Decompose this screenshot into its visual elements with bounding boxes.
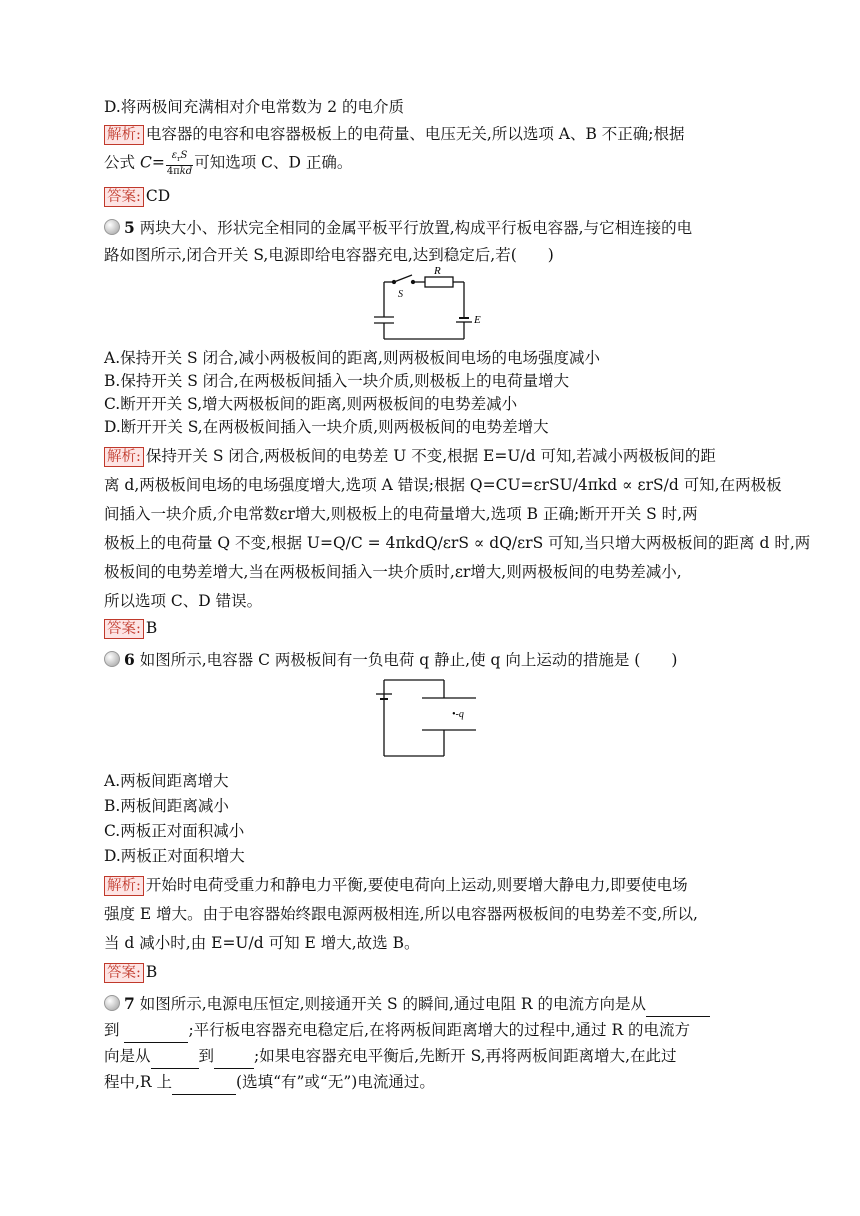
q4-option-d: D.将两极间充满相对介电常数为 2 的电介质 xyxy=(104,98,405,116)
q6-option-b: B.两板间距离减小 xyxy=(104,797,229,815)
q6-jiexi-line1: 解析: 开始时电荷受重力和静电力平衡,要使电荷向上运动,则要增大静电力,即要使电场 xyxy=(104,874,764,897)
formula-fraction: $\frac{\varepsilon_rS}{\text{4πkd}}$ xyxy=(166,150,193,177)
q6-option-d: D.两板正对面积增大 xyxy=(104,847,245,865)
q5-jiexi-line4: 极板上的电荷量 Q 不变,根据 U=Q/C = 4πkdQ/εrS ∝ dQ/εrS 可知,当只增大两极板间的距离 d 时,两 xyxy=(104,534,811,552)
q5-answer: 答案: B xyxy=(104,617,764,640)
q7-line1: 7 如图所示,电源电压恒定,则接通开关 S 的瞬间,通过电阻 R 的电流方向是从 xyxy=(104,992,764,1017)
q6-jiexi-line3: 当 d 减小时,由 E=U/d 可知 E 增大,故选 B。 xyxy=(104,934,420,952)
blank-3[interactable] xyxy=(151,1045,199,1069)
q6-circuit-diagram xyxy=(104,672,764,764)
q7-line2-to: 到 xyxy=(104,1021,120,1039)
q4-answer: 答案: CD xyxy=(104,185,764,208)
charge-label: •-q xyxy=(452,709,464,720)
blank-1[interactable] xyxy=(646,993,710,1017)
q6-option-a: A.两板间距离增大 xyxy=(104,772,229,790)
q5-option-d: D.断开开关 S,在两极板间插入一块介质,则两极板间的电势差增大 xyxy=(104,418,549,436)
answer-tag: 答案: xyxy=(104,619,144,639)
q7-line2: 到 ;平行板电容器充电稳定后,在将两板间距离增大的过程中,通过 R 的电流方 xyxy=(104,1019,764,1043)
q5-circuit-diagram xyxy=(104,267,764,347)
q4-jiexi-line2: 公式 C= $\frac{\varepsilon_rS}{\text{4πkd}}$ 可知选项 C、D 正确。 xyxy=(104,150,353,177)
q5-option-b: B.保持开关 S 闭合,在两极板间插入一块介质,则极板上的电荷量增大 xyxy=(104,372,570,390)
emf-label: E xyxy=(474,314,481,326)
blank-4[interactable] xyxy=(214,1045,254,1069)
q6-stem: 6 如图所示,电容器 C 两极板间有一负电荷 q 静止,使 q 向上运动的措施是 ( ) xyxy=(104,648,764,672)
q5-stem-line2: 路如图所示,闭合开关 S,电源即给电容器充电,达到稳定后,若( ) xyxy=(104,246,554,264)
jiexi-tag: 解析: xyxy=(104,447,144,467)
jiexi-tag: 解析: xyxy=(104,125,144,145)
q5-option-a: A.保持开关 S 闭合,减小两极板间的距离,则两极板间电场的电场强度减小 xyxy=(104,349,600,367)
answer-tag: 答案: xyxy=(104,963,144,983)
jiexi-tag: 解析: xyxy=(104,876,144,896)
answer-tag: 答案: xyxy=(104,187,144,207)
blank-5[interactable] xyxy=(172,1071,236,1095)
q5-stem-line1: 5 两块大小、形状完全相同的金属平板平行放置,构成平行板电容器,与它相连接的电 xyxy=(104,216,764,240)
blank-2[interactable] xyxy=(124,1019,188,1043)
switch-label: S xyxy=(398,289,403,300)
q4-jiexi-line1: 解析: 电容器的电容和电容器极板上的电荷量、电压无关,所以选项 A、B 不正确;根据 xyxy=(104,123,764,146)
q5-jiexi-line6: 所以选项 C、D 错误。 xyxy=(104,592,263,610)
question-marker-icon xyxy=(104,651,120,667)
q5-jiexi-line1: 解析: 保持开关 S 闭合,两极板间的电势差 U 不变,根据 E=U/d 可知,若减小两极板间的距 xyxy=(104,445,764,468)
q6-jiexi-line2: 强度 E 增大。由于电容器始终跟电源两极相连,所以电容器两极板间的电势差不变,所以, xyxy=(104,905,698,923)
q5-option-c: C.断开开关 S,增大两极板间的距离,则两极板间的电势差减小 xyxy=(104,395,518,413)
resistor-label: R xyxy=(434,267,441,277)
q6-option-c: C.两板正对面积减小 xyxy=(104,822,245,840)
q7-line4: 程中,R 上 (选填“有”或“无”)电流通过。 xyxy=(104,1071,764,1095)
q5-jiexi-line2: 离 d,两极板间电场的电场强度增大,选项 A 错误;根据 Q=CU=εrSU/4πkd ∝ εrS/d 可知,在两极板 xyxy=(104,476,782,494)
q7-line3: 向是从 到 ;如果电容器充电平衡后,先断开 S,再将两板间距离增大,在此过 xyxy=(104,1045,764,1069)
document-page xyxy=(104,96,811,1095)
question-marker-icon xyxy=(104,995,120,1011)
question-marker-icon xyxy=(104,219,120,235)
q6-answer: 答案: B xyxy=(104,961,764,984)
q5-circuit-figure xyxy=(104,267,764,347)
q5-jiexi-line5: 极板间的电势差增大,当在两极板间插入一块介质时,εr增大,则两极板间的电势差减小, xyxy=(104,563,682,581)
q6-circuit-figure xyxy=(104,672,764,764)
q5-jiexi-line3: 间插入一块介质,介电常数εr增大,则极板上的电荷量增大,选项 B 正确;断开开关 S 时,两 xyxy=(104,505,698,523)
